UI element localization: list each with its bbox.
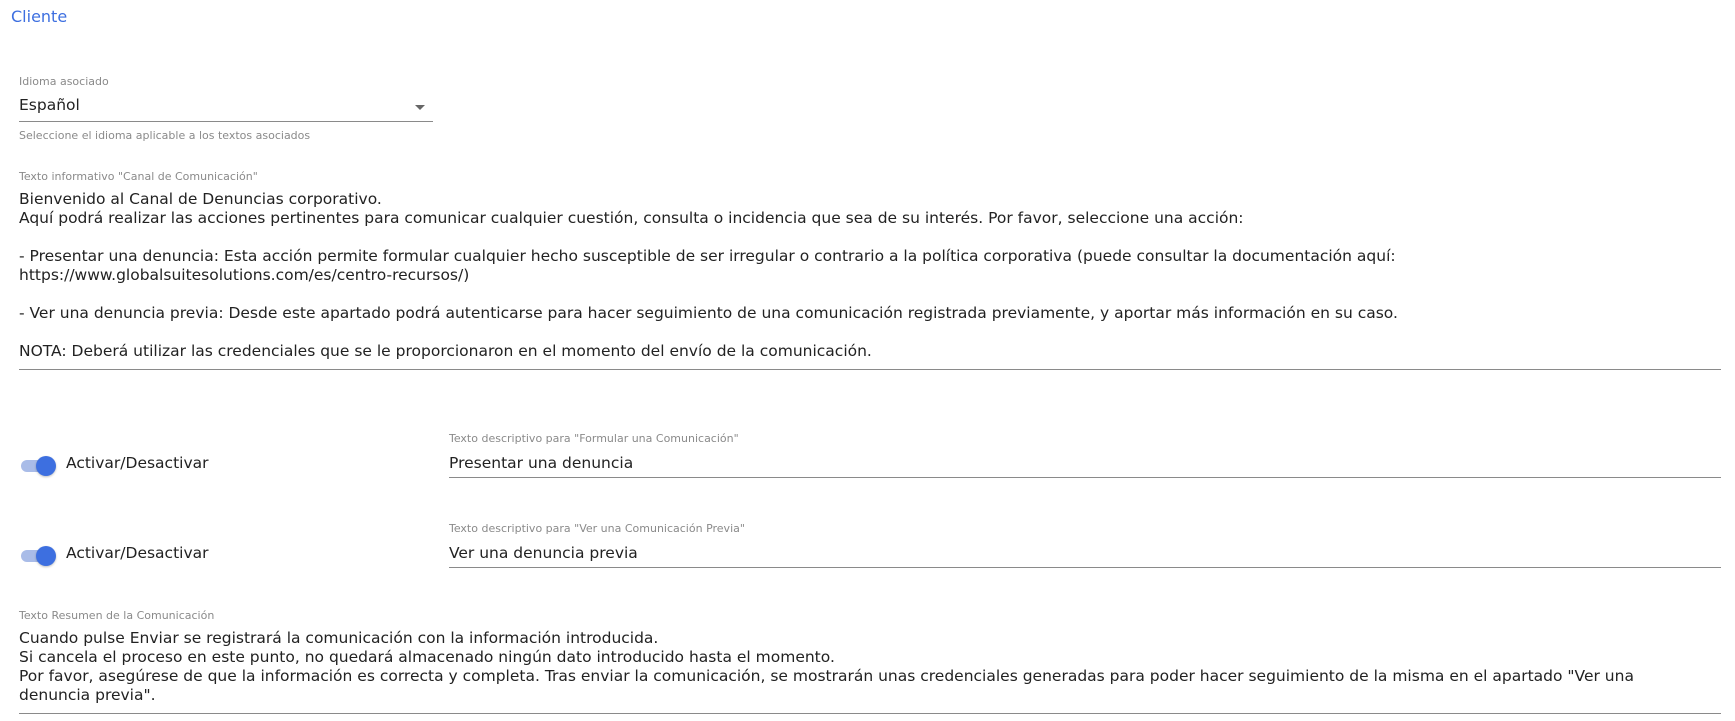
info-line [19,228,1721,247]
previa-field [449,522,1721,568]
previa-toggle[interactable] [19,544,57,566]
toggle-thumb [36,546,56,566]
language-select[interactable] [19,94,433,122]
chevron-down-icon [415,105,425,110]
info-line: NOTA: Deberá utilizar las credenciales que se le proporcionaron en el momento del envío de la comunicación. [19,342,872,360]
info-text-field [19,170,1721,370]
previa-row [19,522,1721,572]
info-line: Aquí podrá realizar las acciones pertinentes para comunicar cualquier cuestión, consulta o incidencia que sea de su interés. Por favor, seleccione una acción: [19,209,1244,227]
language-hint: Seleccione el idioma aplicable a los textos asociados [19,129,311,142]
info-text-label: Texto informativo "Canal de Comunicación" [19,170,258,183]
previa-input[interactable]: Ver una denuncia previa [449,541,1721,568]
info-line [19,285,1721,304]
tab-cliente[interactable]: Cliente [11,7,68,26]
formular-row [19,432,1721,482]
info-line: - Ver una denuncia previa: Desde este apartado podrá autenticarse para hacer seguimiento de una comunicación registrada previamente, y aportar más información en su caso. [19,304,1398,322]
formular-toggle[interactable] [19,454,57,476]
summary-text-field [19,609,1721,714]
summary-line: Cuando pulse Enviar se registrará la comunicación con la información introducida. [19,629,659,647]
summary-line: Por favor, asegúrese de que la información es correcta y completa. Tras enviar la comunicación, se mostrarán unas credenciales generadas para poder hacer seguimiento de la misma en el apartado "Ver una [19,667,1634,685]
summary-line: Si cancela el proceso en este punto, no quedará almacenado ningún dato introducido hasta el momento. [19,648,835,666]
info-text-area[interactable] [19,190,1721,370]
formular-field-label: Texto descriptivo para "Formular una Comunicación" [449,432,739,445]
language-field [19,75,433,142]
summary-text-area[interactable] [19,629,1721,714]
summary-line: denuncia previa". [19,686,156,704]
previa-toggle-label: Activar/Desactivar [66,544,209,562]
info-line: - Presentar una denuncia: Esta acción permite formular cualquier hecho susceptible de ser irregular o contrario a la política corporativa (puede consultar la documentación aquí: [19,247,1396,265]
language-value: Español [19,96,80,114]
previa-field-label: Texto descriptivo para "Ver una Comunicación Previa" [449,522,745,535]
formular-input[interactable]: Presentar una denuncia [449,451,1721,478]
info-line [19,323,1721,342]
info-line: Bienvenido al Canal de Denuncias corporativo. [19,190,382,208]
formular-toggle-label: Activar/Desactivar [66,454,209,472]
toggle-thumb [36,456,56,476]
formular-field [449,432,1721,478]
language-label: Idioma asociado [19,75,109,88]
info-line: https://www.globalsuitesolutions.com/es/centro-recursos/) [19,266,470,284]
summary-text-label: Texto Resumen de la Comunicación [19,609,215,622]
